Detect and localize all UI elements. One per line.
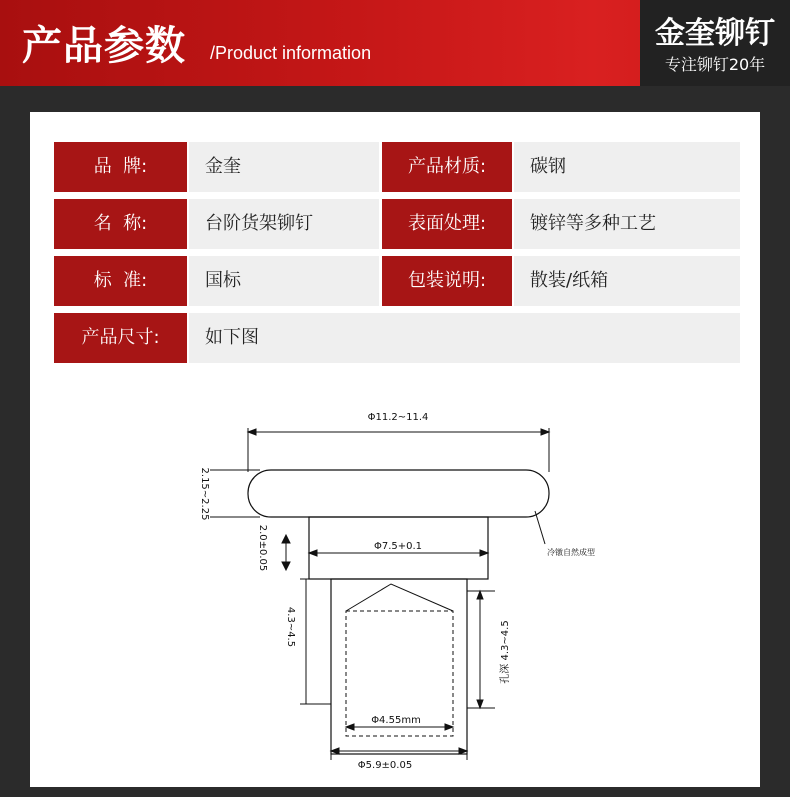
spec-label-brand: 品 牌: (54, 142, 187, 192)
dim-head-diameter: Φ11.2~11.4 (367, 412, 429, 423)
dim-note: 冷镦自然成型 (547, 548, 595, 557)
spec-value-brand: 金奎 (189, 142, 379, 192)
spec-label-name: 名 称: (54, 199, 187, 249)
brand-tagline: 专注铆钉20年 (664, 55, 766, 74)
spec-value-standard: 国标 (189, 256, 379, 306)
arrow-left (309, 550, 317, 556)
dim-shank-length: 4.3~4.5 (285, 606, 296, 648)
arrow-up (282, 535, 290, 543)
brand-name: 金奎铆钉 (655, 16, 775, 51)
spec-value-material: 碳钢 (514, 142, 740, 192)
rivet-head (248, 470, 549, 517)
rivet-technical-drawing (30, 112, 760, 787)
dim-hole-diameter: Φ4.55mm (371, 715, 421, 726)
arrow-right (459, 748, 467, 754)
arrow-left (248, 429, 256, 435)
note-leader (535, 511, 545, 544)
arrow-up (477, 591, 483, 599)
brand-box (640, 0, 790, 86)
arrow-down (477, 700, 483, 708)
page-subtitle: /Product information (210, 43, 372, 63)
spec-value-name: 台阶货架铆钉 (189, 199, 379, 249)
spec-label-standard: 标 准: (54, 256, 187, 306)
dim-shoulder-diameter: Φ7.5+0.1 (373, 541, 423, 552)
spec-label-surface: 表面处理: (382, 199, 512, 249)
spec-value-surface: 镀锌等多种工艺 (514, 199, 740, 249)
dim-shoulder-height: 2.0±0.05 (257, 524, 268, 572)
spec-label-packaging: 包装说明: (382, 256, 512, 306)
dim-head-height: 2.15~2.25 (199, 467, 210, 521)
dim-hole-depth: 孔深 4.3~4.5 (500, 620, 511, 684)
arrow-left (331, 748, 339, 754)
arrow-right (480, 550, 488, 556)
arrow-right (541, 429, 549, 435)
spec-label-material: 产品材质: (382, 142, 512, 192)
arrow-right (445, 724, 453, 730)
spec-value-packaging: 散装/纸箱 (514, 256, 740, 306)
hole-cone (346, 584, 453, 611)
spec-panel (30, 112, 760, 787)
spec-label-size: 产品尺寸: (54, 313, 187, 363)
arrow-left (346, 724, 354, 730)
arrow-down (282, 562, 290, 570)
dim-shank-diameter: Φ5.9±0.05 (357, 760, 413, 771)
spec-value-size: 如下图 (189, 313, 740, 363)
page-title: 产品参数 (22, 23, 186, 69)
